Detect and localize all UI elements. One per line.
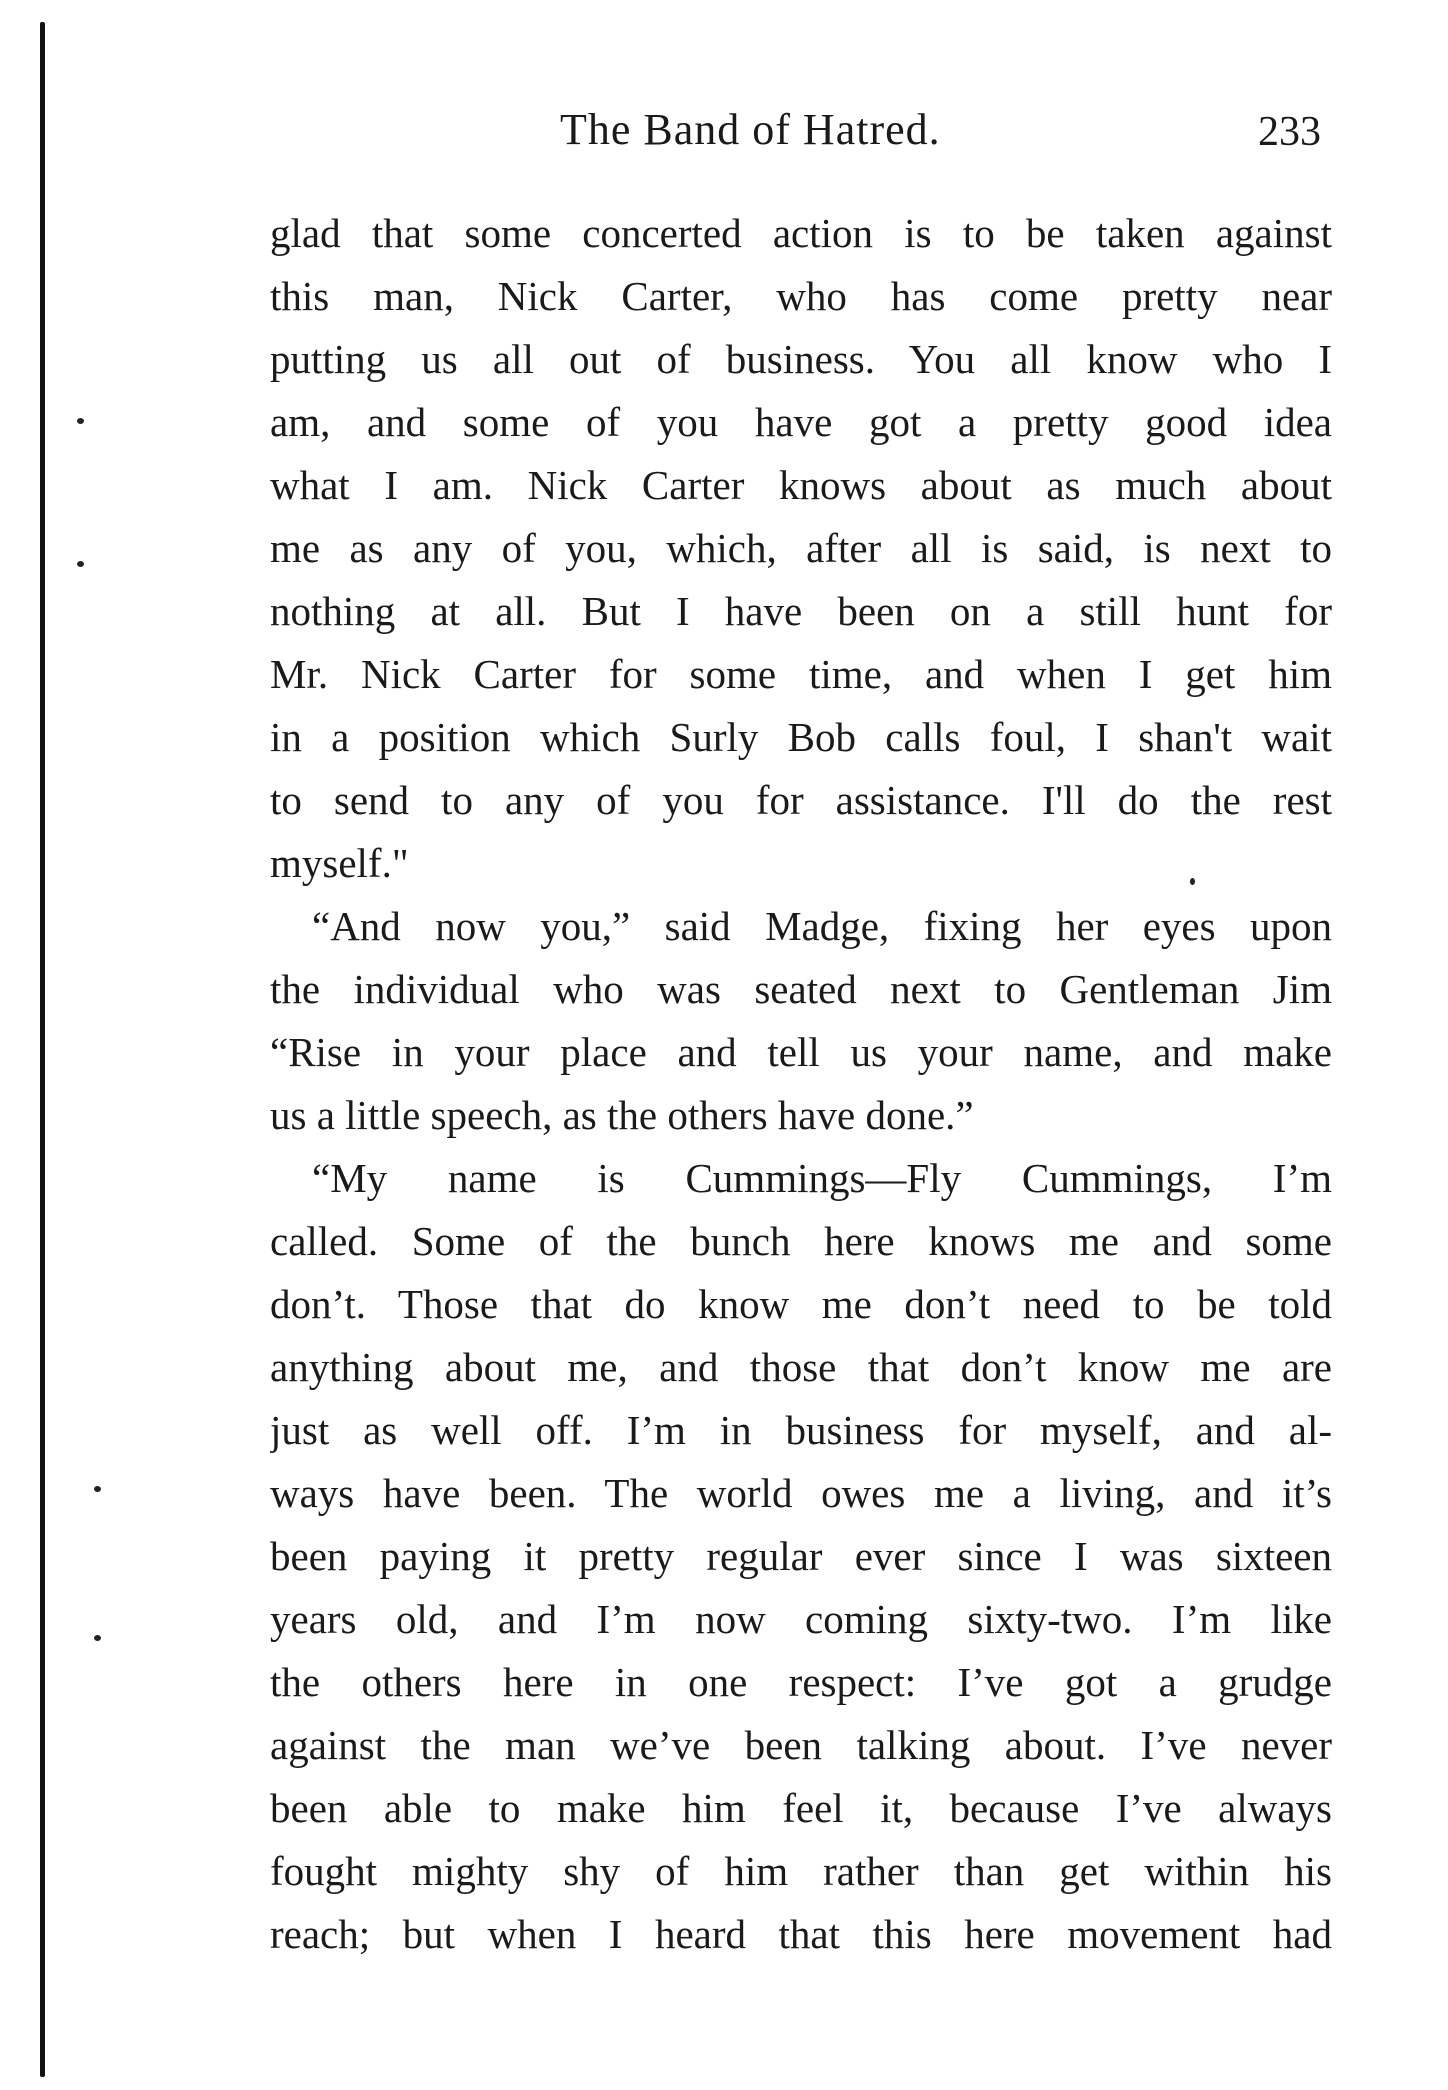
running-title: The Band of Hatred.: [560, 105, 941, 154]
text-line: anything about me, and those that don’t know me are: [270, 1344, 1332, 1390]
text-line: the others here in one respect: I’ve got a grudge: [270, 1659, 1332, 1705]
text-line: what I am. Nick Carter knows about as much about: [270, 462, 1332, 508]
text-line: been able to make him feel it, because I’ve always: [270, 1785, 1332, 1831]
print-speck: [77, 418, 84, 424]
text-line: this man, Nick Carter, who has come pretty near: [270, 273, 1332, 319]
text-line: the individual who was seated next to Gentleman Jim: [270, 966, 1332, 1012]
text-line: “My name is Cummings—Fly Cummings, I’m: [312, 1155, 1332, 1201]
binding-edge-line: [40, 22, 45, 2077]
text-line: “And now you,” said Madge, fixing her eyes upon: [312, 903, 1332, 949]
page-number: 233: [1258, 109, 1321, 155]
text-line: fought mighty shy of him rather than get within his: [270, 1848, 1332, 1894]
text-line: putting us all out of business. You all know who I: [270, 336, 1332, 382]
text-line: years old, and I’m now coming sixty-two. I’m like: [270, 1596, 1332, 1642]
page-header: [0, 104, 1448, 164]
print-speck: [94, 1635, 101, 1641]
text-line: myself.": [270, 840, 409, 886]
print-speck: [94, 1486, 101, 1492]
text-line: don’t. Those that do know me don’t need to be told: [270, 1281, 1332, 1327]
text-line: ways have been. The world owes me a living, and it’s: [270, 1470, 1332, 1516]
text-line: glad that some concerted action is to be taken against: [270, 210, 1332, 256]
text-line: am, and some of you have got a pretty good idea: [270, 399, 1332, 445]
print-speck: [77, 561, 84, 567]
text-line: been paying it pretty regular ever since I was sixteen: [270, 1533, 1332, 1579]
body-text: [270, 202, 1332, 1966]
text-line: reach; but when I heard that this here movement had: [270, 1911, 1332, 1957]
text-line: against the man we’ve been talking about. I’ve never: [270, 1722, 1332, 1768]
text-line: to send to any of you for assistance. I'll do the rest: [270, 777, 1332, 823]
text-line: us a little speech, as the others have done.”: [270, 1092, 974, 1138]
text-line: me as any of you, which, after all is said, is next to: [270, 525, 1332, 571]
text-line: nothing at all. But I have been on a still hunt for: [270, 588, 1332, 634]
text-line: “Rise in your place and tell us your name, and make: [270, 1029, 1332, 1075]
text-line: in a position which Surly Bob calls foul, I shan't wait: [270, 714, 1332, 760]
text-line: Mr. Nick Carter for some time, and when I get him: [270, 651, 1332, 697]
text-line: called. Some of the bunch here knows me and some: [270, 1218, 1332, 1264]
text-line: just as well off. I’m in business for myself, and al-: [270, 1407, 1332, 1453]
